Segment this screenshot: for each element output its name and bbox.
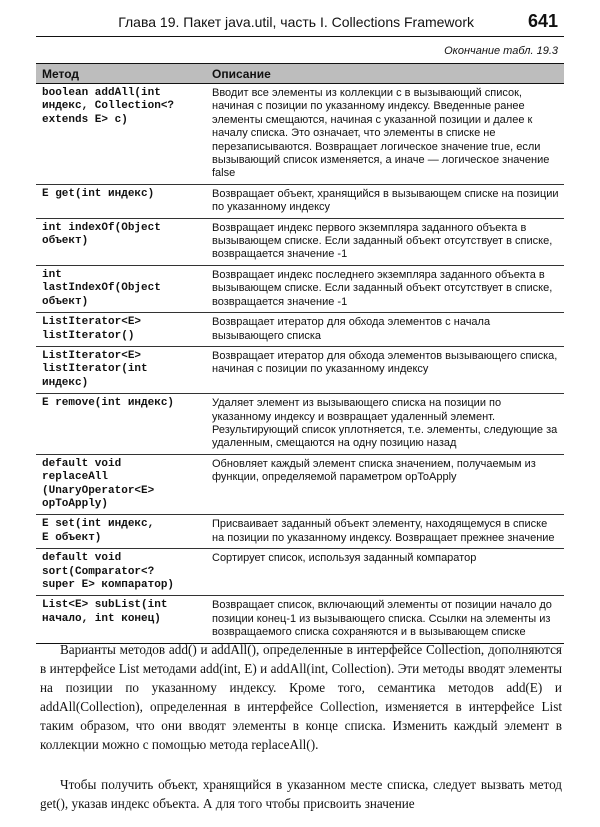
method-signature: E remove(int индекс) [36,394,206,455]
table-row [36,265,564,312]
method-signature: E set(int индекс, E объект) [36,515,206,549]
body-paragraph: Чтобы получить объект, хранящийся в указанном месте списка, следует вызвать метод get(), указав индекс объекта. А для того чтобы присвоить значение [40,777,562,811]
table-row [36,596,564,643]
column-header-description: Описание [206,64,564,84]
table-row [36,346,564,393]
table-header-row [36,64,564,84]
method-description: Сортирует список, используя заданный компаратор [206,549,564,596]
method-signature: ListIterator<E> listIterator() [36,313,206,347]
table-row [36,515,564,549]
method-signature: E get(int индекс) [36,184,206,218]
table-caption: Окончание табл. 19.3 [444,45,558,57]
method-description: Возвращает индекс первого экземпляра заданного объекта в вызывающем списке. Если заданный объект отсутствует в списке, возвращается значение -1 [206,218,564,265]
table-row [36,313,564,347]
body-paragraph: Варианты методов add() и addAll(), определенные в интерфейсе Collection, дополняются в интерфейсе List методами add(int, E) и addAll(int, Collection). Эти методы вводят элементы на позиции по указанному индексу. Кроме того, семантика методов add(E) и addAll(Collection), определенная в интерфейсе Collection, изменяется в интерфейсе List таким образом, что они вводят элементы в конце списка. Изменить каждый элемент в коллекции можно с помощью метода replaceAll(). [40,642,562,752]
method-description: Возвращает объект, хранящийся в вызывающем списке на позиции по указанному индексу [206,184,564,218]
table-row [36,454,564,515]
method-description: Возвращает список, включающий элементы от позиции начало до позиции конец-1 из вызывающего списка. Ссылки на элементы из возвращаемого списка сохраняются и в вызывающем списке [206,596,564,643]
method-description: Вводит все элементы из коллекции c в вызывающий список, начиная с позиции по указанному индексу. Введенные ранее элементы смещаются, начиная с указанной позиции и далее к началу списка. Это означает, что элементы в списке не перезаписываются. Возвращает логическое значение true, если вызывающий список изменяется, а иначе — логическое значение false [206,84,564,185]
method-signature: boolean addAll(int индекс, Collection<? extends E> c) [36,84,206,185]
method-signature: int indexOf(Object объект) [36,218,206,265]
method-signature: ListIterator<E> listIterator(int индекс) [36,346,206,393]
method-signature: int lastIndexOf(Object объект) [36,265,206,312]
table-row [36,394,564,455]
chapter-title: Глава 19. Пакет java.util, часть I. Collections Framework [118,14,474,30]
method-signature: List<E> subList(int начало, int конец) [36,596,206,643]
table-row [36,184,564,218]
method-description: Обновляет каждый элемент списка значением, получаемым из функции, определяемой параметром opToApply [206,454,564,515]
method-description: Возвращает индекс последнего экземпляра заданного объекта в вызывающем списке. Если заданный объект отсутствует в списке, возвращается значение -1 [206,265,564,312]
method-description: Присваивает заданный объект элементу, находящемуся в списке на позиции по указанному индексу. Возвращает прежнее значение [206,515,564,549]
method-description: Возвращает итератор для обхода элементов с начала вызывающего списка [206,313,564,347]
table-row [36,218,564,265]
table-row [36,549,564,596]
method-description: Возвращает итератор для обхода элементов вызывающего списка, начиная с позиции по указанному индексу [206,346,564,393]
table-row [36,84,564,185]
method-description: Удаляет элемент из вызывающего списка на позиции по указанному индексу и возвращает удаленный элемент. Результирующий список уплотняется, т.е. элементы, следующие за удаленным, смещаются на одну позицию назад [206,394,564,455]
column-header-method: Метод [36,64,206,84]
method-signature: default void replaceAll (UnaryOperator<E> opToApply) [36,454,206,515]
page-number: 641 [527,11,558,31]
method-signature: default void sort(Comparator<? super E> компаратор) [36,549,206,596]
methods-table [36,63,564,644]
running-header [36,10,564,37]
